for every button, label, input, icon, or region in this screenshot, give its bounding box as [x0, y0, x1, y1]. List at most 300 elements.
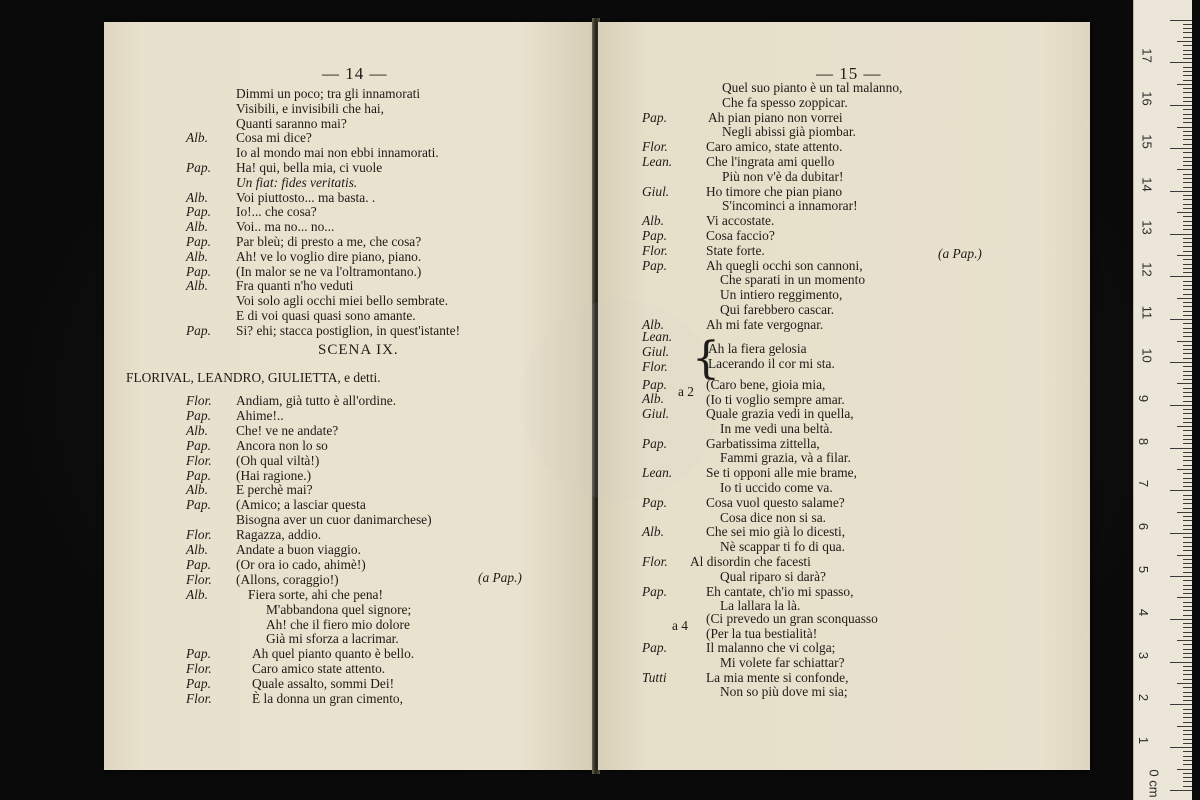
- speaker-label: Giul.: [642, 406, 670, 421]
- speaker-label: Flor.: [642, 242, 668, 258]
- verse-line: (Allons, coraggio!): [236, 571, 339, 587]
- ruler-tick: [1183, 216, 1192, 217]
- ruler-tick: [1183, 315, 1192, 316]
- ruler-tick: [1183, 418, 1192, 419]
- ruler-tick: [1183, 349, 1192, 350]
- speaker-label: Flor.: [186, 393, 212, 408]
- ruler-tick: [1183, 75, 1192, 76]
- ruler-tick: [1183, 199, 1192, 200]
- ruler-tick: [1177, 726, 1192, 727]
- ruler-tick: [1183, 67, 1192, 68]
- ruler-tick: [1177, 169, 1192, 170]
- ruler-number: 3: [1136, 651, 1152, 659]
- speaker-label: Flor.: [186, 691, 212, 706]
- ruler-tick: [1183, 525, 1192, 526]
- verse-line: Mi volete far schiattar?: [720, 654, 845, 670]
- ruler-tick: [1183, 161, 1192, 162]
- verse-line: Ho timore che pian piano: [706, 183, 843, 199]
- ruler-tick: [1183, 653, 1192, 654]
- ruler-tick: [1177, 426, 1192, 427]
- ruler-number: 9: [1136, 394, 1152, 402]
- speaker-label: Lean.: [642, 154, 673, 169]
- ruler-tick: [1183, 131, 1192, 132]
- ruler-tick: [1177, 127, 1192, 128]
- speaker-label: Alb.: [186, 130, 208, 146]
- verse-line: Ahime!..: [236, 407, 284, 423]
- scene-heading: SCENA IX.: [318, 342, 399, 358]
- verse-line: Lacerando il cor mi sta.: [708, 356, 835, 371]
- ruler-tick: [1183, 666, 1192, 667]
- ruler-tick: [1183, 401, 1192, 402]
- ruler-tick: [1170, 234, 1192, 235]
- ruler-tick: [1183, 623, 1192, 624]
- ruler-tick: [1183, 302, 1192, 303]
- speaker-label: Pap.: [186, 437, 211, 453]
- ruler-tick: [1183, 413, 1192, 414]
- ruler-tick: [1183, 379, 1192, 380]
- left-stage-direction: (a Pap.): [478, 570, 522, 585]
- speaker-label: Pap.: [186, 234, 211, 249]
- ruler-tick: [1183, 306, 1192, 307]
- ensemble-label: a 4: [672, 618, 688, 633]
- ruler-tick: [1183, 674, 1192, 675]
- ruler-tick: [1183, 503, 1192, 504]
- verse-line: Più non v'è da dubitar!: [722, 168, 844, 184]
- ruler-tick: [1183, 615, 1192, 616]
- ruler-tick: [1183, 272, 1192, 273]
- verse-line: Andiam, già tutto è all'ordine.: [236, 393, 397, 408]
- ruler-tick: [1177, 255, 1192, 256]
- ruler-tick: [1183, 294, 1192, 295]
- ruler-tick: [1183, 713, 1192, 714]
- ruler-number: 16: [1139, 91, 1155, 106]
- ruler-tick: [1183, 182, 1192, 183]
- ruler-tick: [1183, 28, 1192, 29]
- ruler-number: 6: [1136, 523, 1152, 531]
- verse-line: Bisogna aver un cuor danimarchese): [236, 512, 432, 528]
- ruler-tick: [1183, 178, 1192, 179]
- speaker-label: Alb.: [186, 482, 208, 498]
- ruler-tick: [1183, 388, 1192, 389]
- ruler-tick: [1183, 760, 1192, 761]
- ruler-tick: [1183, 268, 1192, 269]
- ruler-tick: [1183, 546, 1192, 547]
- verse-line: Ragazza, addio.: [236, 527, 322, 543]
- ruler-tick: [1183, 473, 1192, 474]
- verse-line: State forte.: [706, 242, 765, 258]
- ruler-tick: [1183, 45, 1192, 46]
- ruler-tick: [1170, 148, 1192, 149]
- verse-line: Negli abissi già piombar.: [722, 124, 856, 140]
- ruler-number: 12: [1139, 262, 1155, 278]
- speaker-label: Pap.: [642, 257, 667, 273]
- ruler-tick: [1183, 353, 1192, 354]
- ruler-tick: [1183, 246, 1192, 247]
- ruler-tick: [1183, 722, 1192, 723]
- ruler-tick: [1177, 341, 1192, 342]
- ruler-tick: [1183, 743, 1192, 744]
- ruler-tick: [1183, 610, 1192, 611]
- ruler-tick: [1183, 452, 1192, 453]
- ruler-tick: [1183, 238, 1192, 239]
- verse-line: Cosa mi dice?: [236, 130, 312, 146]
- ruler-tick: [1183, 58, 1192, 59]
- verse-line: Se ti opponi alle mie brame,: [706, 465, 857, 481]
- ruler-tick: [1183, 328, 1192, 329]
- ruler-tick: [1170, 704, 1192, 705]
- verse-line: Quale assalto, sommi Dei!: [252, 676, 395, 692]
- ruler-tick: [1183, 730, 1192, 731]
- verse-line: Voi solo agli occhi miei bello sembrate.: [236, 293, 449, 309]
- speaker-label: Alb.: [642, 213, 664, 229]
- ruler-tick: [1183, 71, 1192, 72]
- ruler-tick: [1183, 679, 1192, 680]
- ruler-tick: [1183, 777, 1192, 778]
- ruler-tick: [1183, 572, 1192, 573]
- speaker-label: Pap.: [186, 467, 211, 483]
- ruler-tick: [1170, 576, 1192, 577]
- verse-line: (Caro bene, gioia mia,: [706, 377, 826, 392]
- ruler-tick: [1183, 456, 1192, 457]
- verse-line: (In malor se ne va l'oltramontano.): [236, 263, 422, 279]
- ruler-tick: [1183, 174, 1192, 175]
- ruler-tick: [1183, 734, 1192, 735]
- ruler-tick: [1183, 529, 1192, 530]
- ruler-tick: [1183, 439, 1192, 440]
- verse-line: Che fa spesso zoppicar.: [722, 94, 848, 110]
- ruler-tick: [1183, 375, 1192, 376]
- ruler-tick: [1183, 97, 1192, 98]
- verse-line: (Amico; a lasciar questa: [236, 497, 366, 513]
- speaker-label: Pap.: [186, 646, 211, 662]
- ruler-number: 5: [1136, 565, 1152, 574]
- verse-line: Cosa dice non si sa.: [720, 509, 826, 525]
- verse-line: Quanti saranno mai?: [236, 115, 347, 131]
- speaker-label: Lean.: [642, 465, 673, 481]
- verse-line: Visibili, e invisibili che hai,: [236, 100, 384, 116]
- ruler-tick: [1183, 366, 1192, 367]
- verse-line: (Per la tua bestialità!: [706, 626, 818, 641]
- speaker-label: Lean.: [642, 329, 673, 344]
- ruler-tick: [1183, 242, 1192, 243]
- speaker-label: Pap.: [186, 407, 211, 423]
- speaker-label: Pap.: [186, 556, 211, 572]
- ruler-tick: [1183, 187, 1192, 188]
- ruler-tick: [1183, 422, 1192, 423]
- ruler-tick: [1183, 430, 1192, 431]
- verse-line: Un fiat: fides veritatis.: [236, 174, 358, 190]
- verse-line: Cosa faccio?: [706, 228, 775, 243]
- ruler-tick: [1183, 229, 1192, 230]
- verse-line: Vi accostate.: [706, 213, 775, 229]
- verse-line: Cosa vuol questo salame?: [706, 494, 845, 510]
- ruler-tick: [1183, 392, 1192, 393]
- verse-line: Voi.. ma no... no...: [236, 219, 335, 235]
- ruler-tick: [1183, 692, 1192, 693]
- verse-line: Par bleù; di presto a me, che cosa?: [236, 234, 422, 249]
- speaker-label: Pap.: [642, 377, 667, 392]
- ruler-tick: [1183, 345, 1192, 346]
- speaker-label: Alb.: [186, 586, 208, 602]
- ruler-tick: [1183, 336, 1192, 337]
- ruler-tick: [1183, 285, 1192, 286]
- speaker-label: Pap.: [186, 322, 211, 338]
- verse-line: Fammi grazia, và a filar.: [720, 450, 851, 466]
- verse-line: M'abbandona quel signore;: [266, 601, 412, 617]
- ruler-tick: [1170, 105, 1192, 106]
- left-page-number: — 14 —: [322, 64, 388, 83]
- ruler-tick: [1183, 435, 1192, 436]
- speaker-label: Pap.: [642, 435, 667, 451]
- ruler-tick: [1183, 580, 1192, 581]
- speaker-label: Pap.: [642, 228, 667, 243]
- ruler-tick: [1177, 298, 1192, 299]
- verse-line: Ah! che il fiero mio dolore: [266, 616, 410, 632]
- ruler-tick: [1183, 644, 1192, 645]
- ruler-tick: [1183, 786, 1192, 787]
- ruler-tick: [1183, 700, 1192, 701]
- verse-line: Ah quegli occhi son cannoni,: [706, 257, 863, 273]
- verse-line: Voi piuttosto... ma basta. .: [236, 189, 376, 205]
- ruler-tick: [1183, 550, 1192, 551]
- ruler-tick: [1183, 482, 1192, 483]
- ruler-number: 0 cm: [1146, 769, 1162, 798]
- ruler-tick: [1177, 84, 1192, 85]
- ruler-tick: [1183, 649, 1192, 650]
- ensemble-label: a 2: [678, 384, 694, 399]
- speaker-label: Flor.: [642, 139, 668, 155]
- ruler-tick: [1183, 465, 1192, 466]
- verse-line: Fiera sorte, ahi che pena!: [248, 586, 383, 602]
- ruler-tick: [1183, 54, 1192, 55]
- ruler-number: 10: [1139, 348, 1155, 363]
- verse-line: Quale grazia vedi in quella,: [706, 406, 854, 421]
- ruler-tick: [1183, 486, 1192, 487]
- ruler-tick: [1170, 533, 1192, 534]
- ruler-tick: [1183, 499, 1192, 500]
- verse-line: Ah pian piano non vorrei: [708, 109, 843, 125]
- ruler-tick: [1183, 259, 1192, 260]
- brace-glyph: {: [692, 333, 720, 384]
- ruler-tick: [1183, 135, 1192, 136]
- verse-line: (Or ora io cado, ahimè!): [236, 556, 366, 572]
- speaker-label: Alb.: [186, 422, 208, 438]
- speaker-label: Pap.: [186, 676, 211, 692]
- ruler-tick: [1183, 585, 1192, 586]
- ruler-tick: [1170, 191, 1192, 192]
- speaker-label: Giul.: [642, 344, 670, 359]
- ruler-tick: [1183, 204, 1192, 205]
- speaker-label: Pap.: [642, 640, 667, 655]
- ruler-number: 17: [1139, 48, 1155, 64]
- ruler-tick: [1170, 448, 1192, 449]
- verse-line: Ha! qui, bella mia, ci vuole: [236, 160, 383, 175]
- speaker-label: Pap.: [186, 497, 211, 513]
- verse-line: In me vedi una beltà.: [720, 420, 833, 436]
- verse-line: Il malanno che vi colga;: [706, 640, 836, 655]
- ruler-number: 2: [1136, 694, 1152, 702]
- ruler-tick: [1183, 751, 1192, 752]
- ruler-tick: [1183, 32, 1192, 33]
- ruler-tick: [1183, 687, 1192, 688]
- ruler-tick: [1183, 636, 1192, 637]
- speaker-label: Pap.: [642, 494, 667, 510]
- ruler-tick: [1183, 516, 1192, 517]
- ruler-tick: [1183, 323, 1192, 324]
- ruler-tick: [1177, 597, 1192, 598]
- ruler-tick: [1170, 747, 1192, 748]
- speaker-label: Flor.: [186, 571, 212, 587]
- ruler-tick: [1183, 764, 1192, 765]
- verse-line: (Io ti voglio sempre amar.: [706, 392, 845, 407]
- ruler-tick: [1183, 311, 1192, 312]
- ruler-tick: [1183, 563, 1192, 564]
- verse-line: Ancora non lo so: [236, 437, 328, 453]
- ruler-tick: [1183, 24, 1192, 25]
- ruler-tick: [1183, 567, 1192, 568]
- speaker-label: Alb.: [186, 248, 208, 264]
- ruler-tick: [1177, 555, 1192, 556]
- verse-line: Già mi sforza a lacrimar.: [266, 631, 399, 647]
- ruler-tick: [1183, 92, 1192, 93]
- ruler-tick: [1183, 225, 1192, 226]
- ruler-tick: [1183, 118, 1192, 119]
- ruler-tick: [1170, 662, 1192, 663]
- verse-line: E perchè mai?: [236, 482, 313, 498]
- ruler-tick: [1183, 773, 1192, 774]
- ruler-tick: [1183, 221, 1192, 222]
- verse-line: È la donna un gran cimento,: [252, 691, 403, 706]
- ruler-tick: [1183, 495, 1192, 496]
- ruler-tick: [1183, 657, 1192, 658]
- verse-line: (Ci prevedo un gran sconquasso: [706, 611, 878, 626]
- speaker-label: Alb.: [642, 524, 664, 540]
- ruler-tick: [1183, 520, 1192, 521]
- ruler-tick: [1177, 469, 1192, 470]
- verse-line: Qui farebbero cascar.: [720, 302, 835, 317]
- ruler-tick: [1177, 640, 1192, 641]
- ruler-tick: [1183, 739, 1192, 740]
- verse-line: La mia mente si confonde,: [706, 669, 849, 685]
- ruler-number: 8: [1136, 437, 1152, 445]
- ruler-tick: [1177, 683, 1192, 684]
- ruler-tick: [1183, 122, 1192, 123]
- ruler-tick: [1183, 589, 1192, 590]
- verse-line: (Hai ragione.): [236, 467, 312, 483]
- verse-line: Qual riparo si darà?: [720, 568, 826, 584]
- verse-line: Io al mondo mai non ebbi innamorati.: [236, 145, 439, 161]
- ruler-tick: [1183, 696, 1192, 697]
- ruler-tick: [1183, 717, 1192, 718]
- ruler-number: 7: [1136, 480, 1152, 488]
- verse-line: Nè scappar ti fo di qua.: [720, 539, 845, 555]
- ruler-tick: [1177, 512, 1192, 513]
- verse-line: Un intiero reggimento,: [720, 287, 843, 303]
- ruler-tick: [1177, 41, 1192, 42]
- ruler-tick: [1170, 362, 1192, 363]
- ruler-tick: [1170, 62, 1192, 63]
- ruler-tick: [1183, 632, 1192, 633]
- verse-line: Ah mi fate vergognar.: [706, 316, 824, 332]
- ruler-tick: [1183, 371, 1192, 372]
- ruler-tick: [1170, 405, 1192, 406]
- speaker-label: Alb.: [642, 391, 664, 406]
- ruler-tick: [1183, 289, 1192, 290]
- speaker-label: Alb.: [642, 316, 664, 332]
- speaker-label: Pap.: [642, 109, 667, 125]
- ruler-tick: [1183, 144, 1192, 145]
- verse-line: Io ti uccido come va.: [720, 480, 833, 495]
- ruler-tick: [1177, 212, 1192, 213]
- ruler-number: 11: [1139, 305, 1155, 320]
- verse-line: Caro amico, state attento.: [706, 139, 843, 155]
- verse-line: Al disordin che facesti: [690, 554, 811, 569]
- verse-line: Eh cantate, ch'io mi spasso,: [706, 583, 854, 599]
- ruler-number: 13: [1139, 219, 1155, 235]
- scene-cast: FLORIVAL, LEANDRO, GIULIETTA, e detti.: [126, 370, 381, 385]
- speaker-label: Tutti: [642, 669, 667, 685]
- verse-line: Fra quanti n'ho veduti: [236, 278, 354, 294]
- ruler-tick: [1183, 478, 1192, 479]
- speaker-label: Alb.: [186, 278, 208, 294]
- ruler-tick: [1183, 537, 1192, 538]
- speaker-label: Alb.: [186, 189, 208, 205]
- ruler-tick: [1183, 208, 1192, 209]
- ruler-tick: [1183, 508, 1192, 509]
- ruler-tick: [1183, 602, 1192, 603]
- measuring-ruler: [1133, 0, 1192, 800]
- verse-line: Quel suo pianto è un tal malanno,: [722, 80, 903, 95]
- verse-line: Che sei mio già lo dicesti,: [706, 524, 846, 540]
- ruler-tick: [1177, 383, 1192, 384]
- ruler-number: 14: [1139, 177, 1155, 192]
- ruler-number: 1: [1136, 737, 1152, 745]
- ruler-number: 4: [1136, 608, 1152, 616]
- verse-line: Non so più dove mi sia;: [720, 684, 848, 700]
- ruler-tick: [1183, 80, 1192, 81]
- ruler-number: 15: [1139, 134, 1155, 149]
- verse-line: Io!... che cosa?: [236, 204, 317, 220]
- speaker-label: Flor.: [186, 527, 212, 543]
- verse-line: Andate a buon viaggio.: [236, 542, 361, 557]
- ruler-tick: [1183, 88, 1192, 89]
- ruler-tick: [1183, 756, 1192, 757]
- verse-line: Ah! ve lo voglio dire piano, piano.: [236, 248, 422, 264]
- speaker-label: Pap.: [186, 263, 211, 279]
- ruler-tick: [1183, 37, 1192, 38]
- speaker-label: Pap.: [186, 204, 211, 220]
- verse-line: Caro amico state attento.: [252, 661, 386, 677]
- speaker-label: Pap.: [642, 583, 667, 599]
- watermark-logo: [520, 300, 720, 500]
- verse-line: Dimmi un poco; tra gli innamorati: [236, 86, 421, 101]
- speaker-label: Alb.: [186, 219, 208, 235]
- ruler-tick: [1183, 139, 1192, 140]
- ruler-tick: [1183, 152, 1192, 153]
- speaker-label: Pap.: [186, 160, 211, 175]
- ruler-tick: [1183, 443, 1192, 444]
- verse-line: (Oh qual viltà!): [236, 452, 320, 468]
- ruler-tick: [1183, 251, 1192, 252]
- ruler-tick: [1183, 396, 1192, 397]
- ruler-tick: [1183, 670, 1192, 671]
- speaker-label: Flor.: [186, 452, 212, 468]
- speaker-label: Flor.: [186, 661, 212, 677]
- ruler-tick: [1183, 460, 1192, 461]
- verse-line: Che l'ingrata ami quello: [706, 154, 835, 169]
- ruler-tick: [1170, 490, 1192, 491]
- verse-line: Che sparati in un momento: [720, 272, 866, 288]
